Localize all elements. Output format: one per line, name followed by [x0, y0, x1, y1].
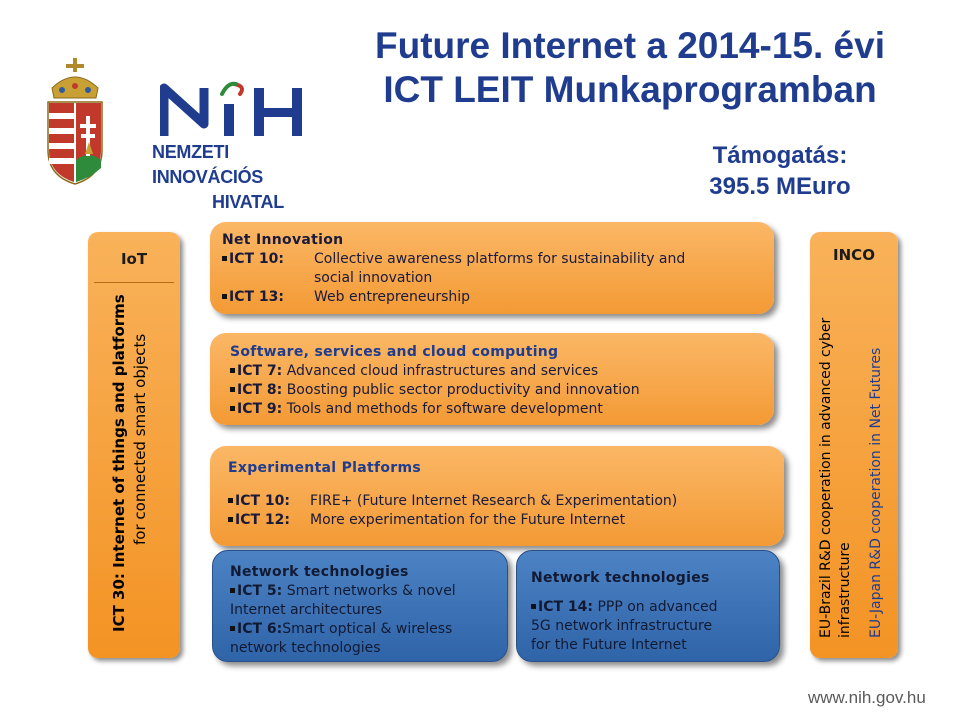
experimental-platforms-box: [210, 446, 784, 546]
website-link[interactable]: www.nih.gov.hu: [808, 688, 926, 707]
net-innovation-heading: Net Innovation: [222, 232, 344, 248]
item-text: Advanced cloud infrastructures and services: [286, 363, 599, 379]
net-innovation-box: [210, 222, 774, 314]
item-code: ICT 14:: [538, 599, 593, 615]
list-item-continuation: 5G network infrastructure: [531, 618, 713, 634]
logo-line-1: NEMZETI INNOVÁCIÓS: [152, 142, 264, 187]
item-code: ICT 10:: [228, 492, 310, 511]
list-item: [230, 381, 764, 400]
item-text: Tools and methods for software development: [286, 401, 603, 417]
inco-item-1-line-a: EU-Brazil R&D cooperation in advanced cyber: [818, 317, 834, 638]
list-item-continuation: for the Future Internet: [531, 637, 687, 653]
item-text: Collective awareness platforms for sustainability and social innovation: [314, 251, 686, 286]
network-technologies-box-left: [212, 550, 508, 662]
nih-logo-icon: [160, 80, 310, 138]
page-title: [330, 24, 930, 112]
list-item: [222, 250, 764, 288]
hungarian-coat-of-arms-icon: [40, 58, 110, 188]
list-item: [230, 582, 499, 601]
network-left-heading: Network technologies: [230, 564, 409, 580]
iot-line-1: [110, 294, 129, 632]
iot-divider: [94, 282, 174, 283]
list-item: [230, 400, 764, 419]
list-item-continuation: network technologies: [230, 640, 381, 656]
item-text: Smart optical & wireless: [282, 621, 453, 637]
item-code: ICT 6:: [237, 621, 283, 637]
list-item-continuation: Internet architectures: [230, 602, 383, 618]
inco-heading: INCO: [833, 246, 875, 264]
network-technologies-box-right: [516, 550, 780, 662]
item-code: ICT 5:: [237, 583, 283, 599]
iot-box: [88, 232, 180, 658]
title-line-1: Future Internet a 2014-15. évi: [375, 25, 885, 66]
item-code: ICT 8:: [237, 382, 283, 398]
item-code: ICT 13:: [222, 288, 314, 307]
list-item: [228, 511, 774, 530]
item-text: FIRE+ (Future Internet Research & Experimentation): [310, 493, 678, 509]
funding-amount: 395.5 MEuro: [709, 173, 851, 200]
list-item: [228, 492, 774, 511]
iot-line-2: for connected smart objects: [131, 333, 149, 545]
list-item: [230, 620, 499, 639]
logo-line-2: HIVATAL: [212, 192, 284, 212]
logo-wordmark: [152, 140, 342, 215]
item-text: PPP on advanced: [597, 599, 718, 615]
software-heading: Software, services and cloud computing: [230, 344, 559, 360]
funding-total: [700, 140, 860, 202]
list-item: [222, 288, 764, 307]
inco-item-1-line-b: infrastructure: [837, 542, 853, 638]
inco-item-2: EU-Japan R&D cooperation in Net Futures: [868, 347, 884, 638]
funding-label: Támogatás:: [712, 142, 848, 169]
iot-heading: IoT: [120, 250, 148, 268]
item-code: ICT 7:: [237, 363, 283, 379]
network-right-heading: Network technologies: [531, 570, 710, 586]
item-text: More experimentation for the Future Internet: [310, 512, 626, 528]
list-item: [531, 598, 767, 617]
inco-box: [810, 232, 898, 658]
title-line-2: ICT LEIT Munkaprogramban: [383, 69, 877, 110]
software-box: [210, 333, 774, 425]
item-code: ICT 12:: [228, 511, 310, 530]
list-item: [230, 362, 764, 381]
experimental-heading: Experimental Platforms: [228, 460, 422, 476]
item-code: ICT 9:: [237, 401, 283, 417]
item-code: ICT 10:: [222, 250, 314, 288]
item-text: Web entrepreneurship: [314, 289, 471, 305]
iot-line-1-text: ICT 30: Internet of things and platforms: [110, 294, 128, 632]
item-text: Smart networks & novel: [286, 583, 456, 599]
item-text: Boosting public sector productivity and innovation: [286, 382, 640, 398]
